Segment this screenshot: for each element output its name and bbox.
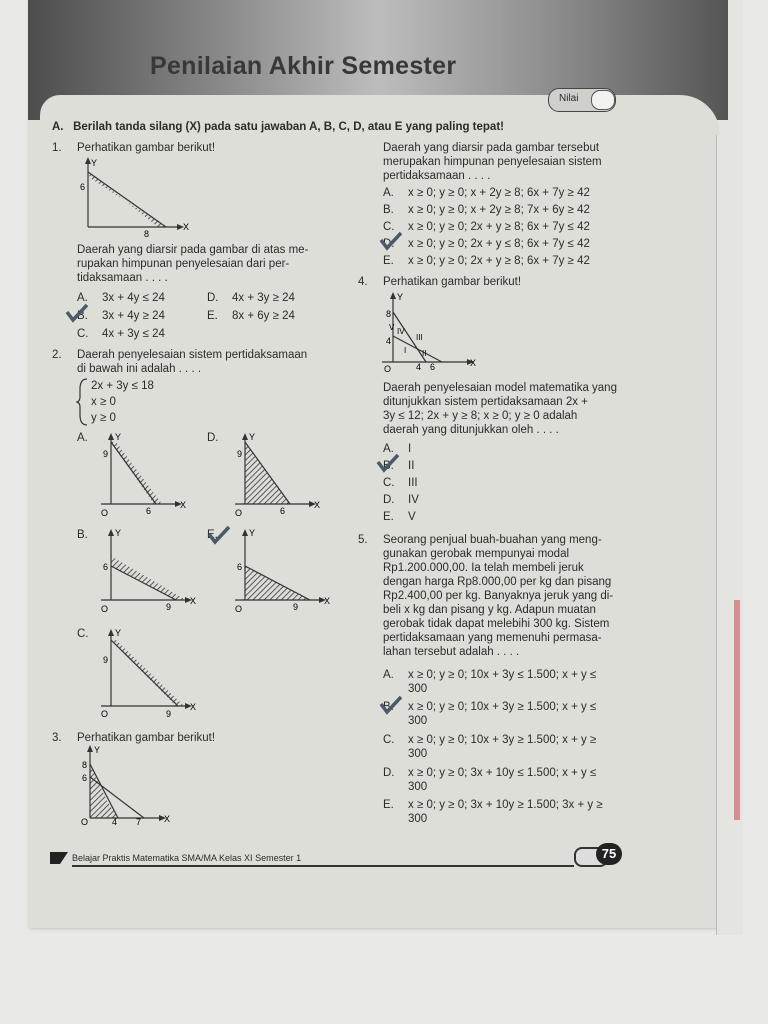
svg-text:6: 6	[146, 506, 152, 516]
q2-prompt-2: di bawah ini adalah . . . .	[77, 363, 202, 375]
svg-text:9: 9	[293, 602, 299, 612]
score-box	[548, 88, 616, 112]
q2-option-letter[interactable]: B.	[77, 529, 88, 541]
q1-option-a[interactable]: 3x + 4y ≤ 24	[102, 292, 165, 304]
q4-option-letter[interactable]: A.	[383, 443, 394, 455]
q1-option-letter[interactable]: B.	[77, 310, 88, 322]
q4-graph	[378, 290, 482, 376]
q5-option-d[interactable]: x ≥ 0; y ≥ 0; 3x + 10y ≤ 1.500; x + y ≤	[408, 767, 597, 779]
svg-text:O: O	[235, 508, 243, 518]
svg-text:9: 9	[166, 602, 172, 612]
svg-text:X: X	[314, 500, 321, 510]
q3-option-letter[interactable]: C.	[383, 221, 395, 233]
q5-option-a[interactable]: x ≥ 0; y ≥ 0; 10x + 3y ≤ 1.500; x + y ≤	[408, 669, 597, 681]
page-number: 75	[596, 843, 622, 865]
q4-option-letter[interactable]: C.	[383, 477, 395, 489]
q3-option-letter[interactable]: A.	[383, 187, 394, 199]
svg-text:X: X	[180, 500, 187, 510]
q5-prompt-7: gerobak tidak dapat melebihi 300 kg. Sistem	[383, 618, 610, 630]
section-instruction: A. Berilah tanda silang (X) pada satu jawaban A, B, C, D, atau E yang paling tepat!	[52, 121, 504, 133]
svg-text:X: X	[190, 702, 197, 712]
q5-number: 5.	[358, 534, 368, 546]
checkmark-icon	[378, 694, 404, 716]
q3-option-a[interactable]: x ≥ 0; y ≥ 0; x + 2y ≥ 8; 6x + 7y ≥ 42	[408, 187, 590, 199]
svg-text:Y: Y	[249, 432, 256, 442]
svg-text:Y: Y	[94, 745, 101, 755]
svg-text:Y: Y	[115, 628, 122, 638]
svg-text:4: 4	[416, 362, 422, 372]
q5-prompt-1: Seorang penjual buah-buahan yang meng-	[383, 534, 602, 546]
q2-number: 2.	[52, 349, 62, 361]
q1-option-letter[interactable]: D.	[207, 292, 219, 304]
svg-text:O: O	[101, 604, 109, 614]
svg-text:Y: Y	[397, 292, 404, 302]
q5-prompt-4: dengan harga Rp8.000,00 per kg dan pisang	[383, 576, 612, 588]
footer-arrow-icon	[50, 850, 70, 866]
svg-text:O: O	[101, 709, 109, 719]
q5-option-letter[interactable]: D.	[383, 767, 395, 779]
q5-option-c-cont[interactable]: 300	[408, 748, 428, 760]
q5-option-a-cont[interactable]: 300	[408, 683, 428, 695]
q3-option-letter[interactable]: B.	[383, 204, 394, 216]
q5-option-e-cont[interactable]: 300	[408, 813, 428, 825]
svg-text:X: X	[190, 596, 197, 606]
q2-system-2: x ≥ 0	[91, 396, 116, 408]
q1-desc-1: Daerah yang diarsir pada gambar di atas me-	[77, 244, 309, 256]
q1-desc-3: tidaksamaan . . . .	[77, 272, 168, 284]
svg-text:O: O	[384, 364, 392, 374]
q3-prompt: Perhatikan gambar berikut!	[77, 732, 216, 744]
q2-option-letter[interactable]: A.	[77, 432, 88, 444]
q2-system-1: 2x + 3y ≤ 18	[91, 380, 154, 392]
svg-text:9: 9	[237, 449, 243, 459]
svg-text:Y: Y	[115, 528, 122, 538]
svg-text:Y: Y	[115, 432, 122, 442]
q5-option-letter[interactable]: C.	[383, 734, 395, 746]
q3-option-b[interactable]: x ≥ 0; y ≥ 0; x + 2y ≥ 8; 7x + 6y ≥ 42	[408, 204, 590, 216]
q1-option-c[interactable]: 4x + 3y ≤ 24	[102, 328, 165, 340]
q3-desc-1: Daerah yang diarsir pada gambar tersebut	[383, 142, 600, 154]
q2-option-c-graph[interactable]	[96, 626, 206, 721]
svg-text:III: III	[416, 333, 423, 342]
svg-text:8: 8	[386, 309, 392, 319]
q3-option-letter[interactable]: E.	[383, 255, 394, 267]
q2-prompt-1: Daerah penyelesaian sistem pertidaksamaan	[77, 349, 308, 361]
q2-option-letter[interactable]: C.	[77, 628, 89, 640]
q1-option-b[interactable]: 3x + 4y ≥ 24	[102, 310, 165, 322]
svg-text:6: 6	[430, 362, 436, 372]
svg-text:7: 7	[136, 817, 142, 826]
q4-option-letter[interactable]: B.	[383, 460, 394, 472]
q1-x-label: X	[183, 222, 190, 232]
q1-x-tick: 8	[144, 229, 150, 239]
checkmark-icon	[206, 524, 232, 546]
q2-option-b-graph[interactable]	[96, 526, 206, 616]
q2-system-3: y ≥ 0	[91, 412, 116, 424]
svg-text:6: 6	[280, 506, 286, 516]
svg-text:8: 8	[82, 760, 88, 770]
q4-prompt: Perhatikan gambar berikut!	[383, 276, 522, 288]
svg-text:4: 4	[386, 336, 392, 346]
svg-text:I: I	[404, 346, 407, 355]
q3-option-e[interactable]: x ≥ 0; y ≥ 0; 2x + y ≥ 8; 6x + 7y ≥ 42	[408, 255, 590, 267]
svg-text:X: X	[470, 358, 477, 368]
q1-option-letter[interactable]: C.	[77, 328, 89, 340]
q1-number: 1.	[52, 142, 62, 154]
q5-option-e[interactable]: x ≥ 0; y ≥ 0; 3x + 10y ≥ 1.500; 3x + y ≥	[408, 799, 603, 811]
svg-text:9: 9	[103, 655, 109, 665]
q3-number: 3.	[52, 732, 62, 744]
q3-option-d[interactable]: x ≥ 0; y ≥ 0; 2x + y ≤ 8; 6x + 7y ≤ 42	[408, 238, 590, 250]
footer-rule	[72, 865, 574, 867]
svg-text:Y: Y	[249, 528, 256, 538]
q5-option-c[interactable]: x ≥ 0; y ≥ 0; 10x + 3y ≥ 1.500; x + y ≥	[408, 734, 597, 746]
q4-desc-4: daerah yang ditunjukkan oleh . . . .	[383, 424, 559, 436]
q3-graph	[78, 744, 178, 826]
q4-number: 4.	[358, 276, 368, 288]
q5-option-letter[interactable]: A.	[383, 669, 394, 681]
q4-option-c[interactable]: III	[408, 477, 418, 489]
q4-desc-3: 3y ≤ 12; 2x + y ≥ 8; x ≥ 0; y ≥ 0 adalah	[383, 410, 578, 422]
svg-text:O: O	[101, 508, 109, 518]
q2-option-d-graph[interactable]	[230, 430, 330, 520]
svg-text:II: II	[422, 349, 427, 358]
q4-option-d[interactable]: IV	[408, 494, 419, 506]
q2-option-letter[interactable]: D.	[207, 432, 219, 444]
q3-option-letter[interactable]: D.	[383, 238, 395, 250]
q4-option-letter[interactable]: D.	[383, 494, 395, 506]
svg-text:O: O	[235, 604, 243, 614]
checkmark-icon	[378, 230, 404, 252]
q1-option-letter[interactable]: A.	[77, 292, 88, 304]
q1-y-label: Y	[91, 158, 98, 168]
q1-option-letter[interactable]: E.	[207, 310, 218, 322]
svg-text:6: 6	[237, 562, 243, 572]
q4-option-b[interactable]: II	[408, 460, 415, 472]
q3-option-c[interactable]: x ≥ 0; y ≥ 0; 2x + y ≥ 8; 6x + 7y ≤ 42	[408, 221, 590, 233]
q5-prompt-6: beli x kg dan pisang y kg. Adapun muatan	[383, 604, 596, 616]
q4-desc-1: Daerah penyelesaian model matematika yang	[383, 382, 617, 394]
svg-text:9: 9	[166, 709, 172, 719]
checkmark-icon	[64, 302, 90, 324]
svg-text:IV: IV	[397, 327, 405, 336]
q3-desc-3: pertidaksamaan . . . .	[383, 170, 491, 182]
score-field	[591, 90, 615, 110]
svg-text:9: 9	[103, 449, 109, 459]
page-edge-stain	[734, 600, 740, 820]
q2-option-a-graph[interactable]	[96, 430, 196, 520]
q5-prompt-5: Rp2.400,00 per kg. Banyaknya jeruk yang di-	[383, 590, 614, 602]
q2-option-e-graph[interactable]	[230, 526, 340, 616]
q1-option-d[interactable]: 4x + 3y ≥ 24	[232, 292, 295, 304]
q5-option-d-cont[interactable]: 300	[408, 781, 428, 793]
system-brace	[76, 377, 90, 427]
q4-option-a[interactable]: I	[408, 443, 412, 455]
q5-prompt-8: pertidaksamaan yang memenuhi permasa-	[383, 632, 602, 644]
q5-option-letter[interactable]: E.	[383, 799, 394, 811]
svg-text:X: X	[164, 814, 171, 824]
svg-text:6: 6	[82, 773, 88, 783]
checkmark-icon	[375, 452, 401, 474]
q3-desc-2: merupakan himpunan penyelesaian sistem	[383, 156, 602, 168]
q5-option-b-cont[interactable]: 300	[408, 715, 428, 727]
q1-desc-2: rupakan himpunan penyelesaian dari per-	[77, 258, 290, 270]
q4-option-letter[interactable]: E.	[383, 511, 394, 523]
svg-text:O: O	[81, 817, 89, 826]
q5-option-b[interactable]: x ≥ 0; y ≥ 0; 10x + 3y ≥ 1.500; x + y ≤	[408, 701, 597, 713]
q4-desc-2: ditunjukkan sistem pertidaksamaan 2x +	[383, 396, 588, 408]
q1-prompt: Perhatikan gambar berikut!	[77, 142, 216, 154]
svg-text:6: 6	[103, 562, 109, 572]
q5-prompt-3: Rp1.200.000,00. Ia telah membeli jeruk	[383, 562, 584, 574]
q4-option-e[interactable]: V	[408, 511, 416, 523]
q2-option-letter[interactable]: E.	[207, 529, 218, 541]
page-title: Penilaian Akhir Semester	[150, 52, 457, 80]
q5-prompt-2: gunakan gerobak mempunyai modal	[383, 548, 570, 560]
q5-option-letter[interactable]: B.	[383, 701, 394, 713]
footer-book-title: Belajar Praktis Matematika SMA/MA Kelas XI Semester 1	[72, 853, 302, 863]
q1-option-e[interactable]: 8x + 6y ≥ 24	[232, 310, 295, 322]
q1-graph	[76, 155, 196, 245]
svg-text:X: X	[324, 596, 331, 606]
score-label: Nilai	[559, 93, 579, 104]
q1-y-tick: 6	[80, 182, 86, 192]
svg-text:V: V	[389, 323, 395, 332]
svg-text:4: 4	[112, 817, 118, 826]
q5-prompt-9: lahan tersebut adalah . . . .	[383, 646, 520, 658]
